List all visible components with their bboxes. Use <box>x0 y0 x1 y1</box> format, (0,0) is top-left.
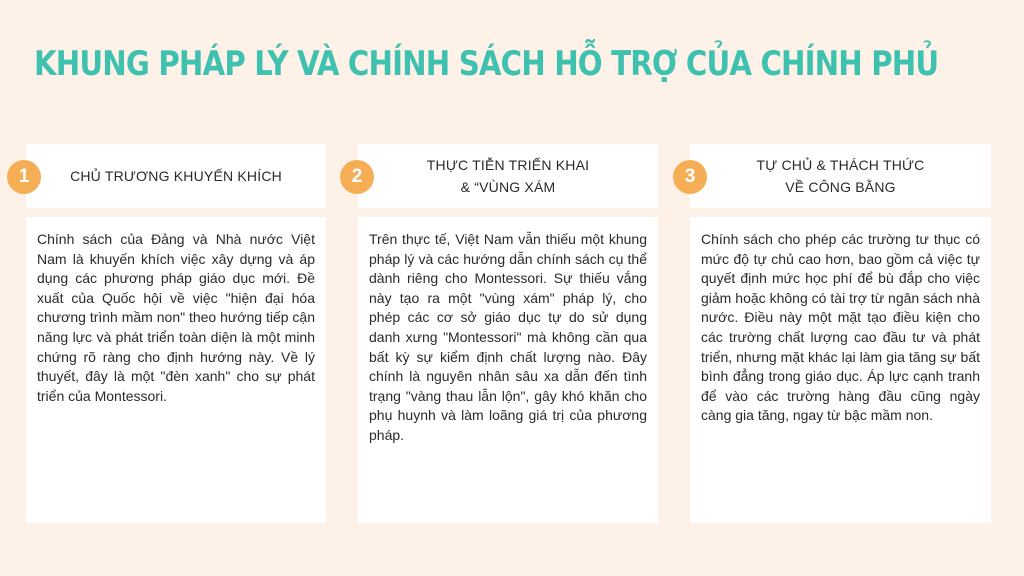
column-1-heading: CHỦ TRƯƠNG KHUYẾN KHÍCH <box>70 168 282 184</box>
number-badge-1: 1 <box>7 160 41 194</box>
page-title: KHUNG PHÁP LÝ VÀ CHÍNH SÁCH HỖ TRỢ CỦA CHÍNH PHỦ <box>34 44 939 84</box>
column-3-heading: TỰ CHỦ & THÁCH THỨC VỀ CÔNG BẰNG <box>756 157 925 195</box>
column-3-body <box>690 217 991 523</box>
number-badge-2: 2 <box>340 160 374 194</box>
column-2-body <box>358 217 658 523</box>
number-badge-3: 3 <box>673 160 707 194</box>
column-2-header <box>358 144 658 208</box>
column-2-heading: THỰC TIỄN TRIỂN KHAI & “VÙNG XÁM <box>426 157 590 195</box>
column-1-body <box>26 217 326 523</box>
column-3-header <box>690 144 991 208</box>
column-1-header <box>26 144 326 208</box>
column-1-text: Chính sách của Đảng và Nhà nước Việt Nam là khuyến khích việc xây dựng và áp dụng các phương pháp giáo dục mới. Đề xuất của Quốc hội về việc "hiện đại hóa chương trình mầm non" theo hướng tiếp cận năng lực và phát triển toàn diện là một minh chứng rõ ràng cho định hướng này. Về lý thuyết, đây là một "đèn xanh" cho sự phát triển của Montessori. <box>37 231 315 404</box>
column-2-text: Trên thực tế, Việt Nam vẫn thiếu một khung pháp lý và các hướng dẫn chính sách cụ thể dành riêng cho Montessori. Sự thiếu vắng này tạo ra một "vùng xám" pháp lý, cho phép các cơ sở giáo dục tự do sử dụng danh xưng "Montessori" mà không cần qua bất kỳ sự kiểm định chất lượng nào. Đây chính là nguyên nhân sâu xa dẫn đến tình trạng "vàng thau lẫn lộn", gây khó khăn cho phụ huynh và làm loãng giá trị của phương pháp. <box>369 231 647 443</box>
column-3-text: Chính sách cho phép các trường tư thục có mức độ tự chủ cao hơn, bao gồm cả việc tự quyết định mức học phí để bù đắp cho việc giảm hoặc không có tài trợ từ ngân sách nhà nước. Điều này một mặt tạo điều kiện cho các trường chất lượng cao đầu tư và phát triển, nhưng mặt khác lại làm gia tăng sự bất bình đẳng trong giáo dục. Áp lực cạnh tranh để vào các trường hàng đầu cũng ngày càng gia tăng, ngay từ bậc mầm non. <box>701 231 980 424</box>
